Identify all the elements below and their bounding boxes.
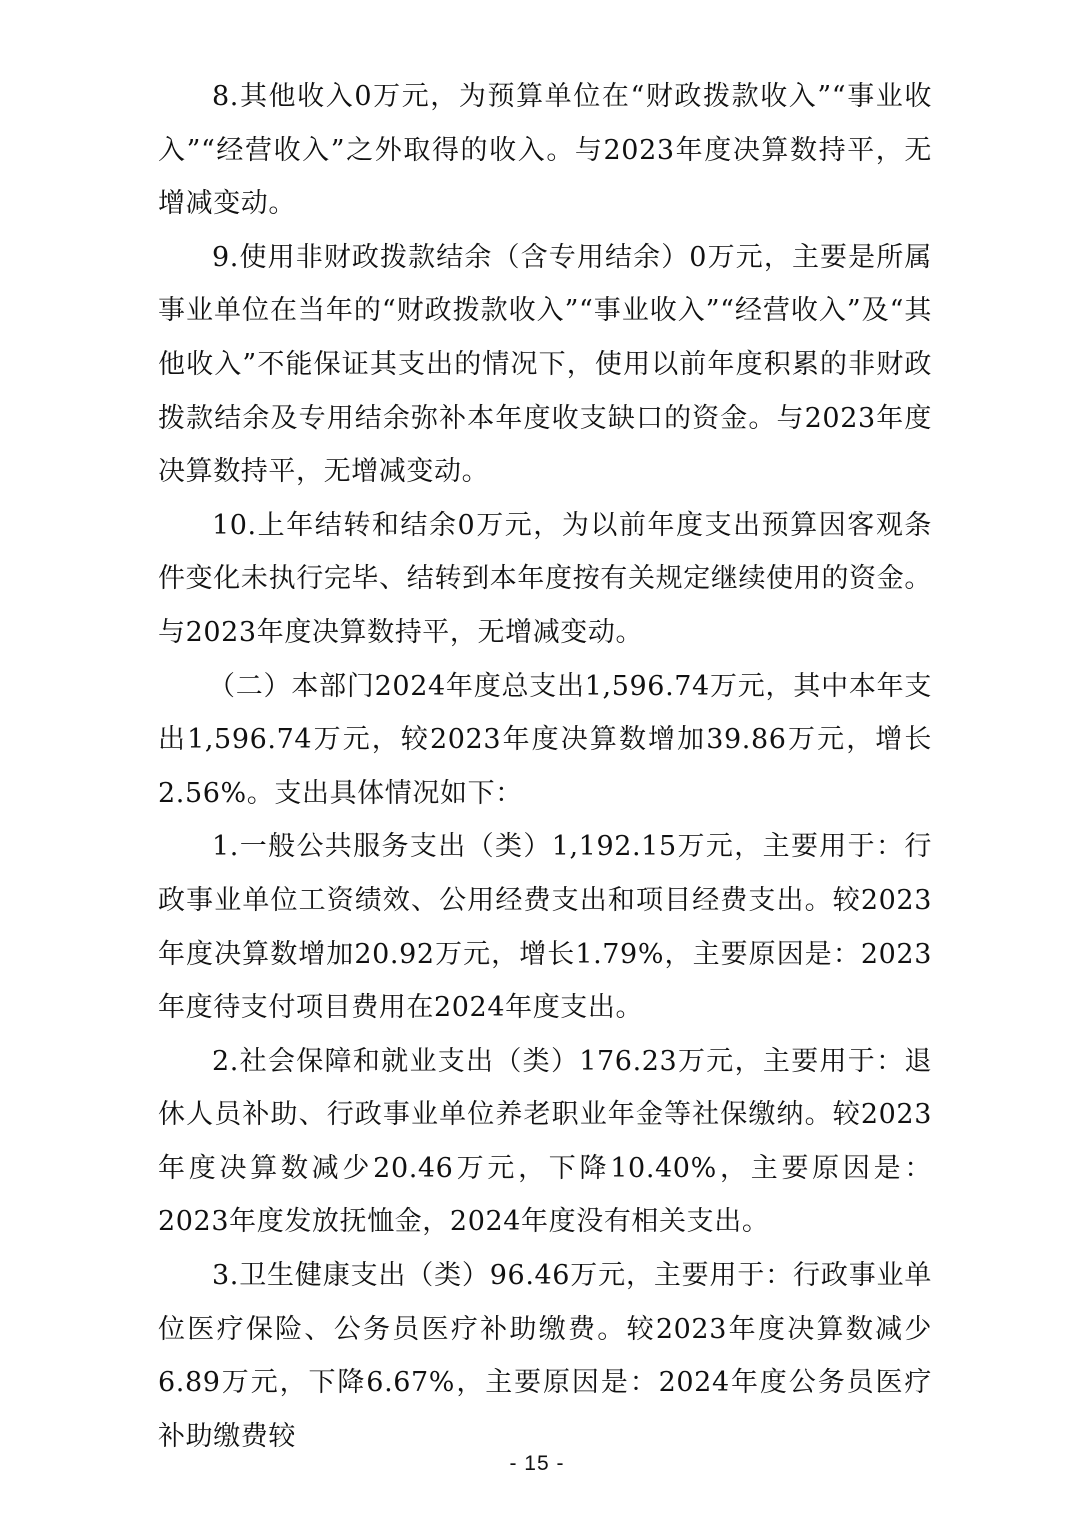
paragraph-health: 3.卫生健康支出（类）96.46万元，主要用于：行政事业单位医疗保险、公务员医疗补助缴费。较2023年度决算数减少6.89万元，下降6.67%，主要原因是：2024年度公务员医疗补助缴费较 [158,1260,932,1452]
paragraph-non-fiscal-balance: 9.使用非财政拨款结余（含专用结余）0万元，主要是所属事业单位在当年的“财政拨款收入”“事业收入”“经营收入”及“其他收入”不能保证其支出的情况下，使用以前年度积累的非财政拨款结余及专用结余弥补本年度收支缺口的资金。与2023年度决算数持平，无增减变动。 [158,241,932,488]
paragraph-total-expenditure: （二）本部门2024年度总支出1,596.74万元，其中本年支出1,596.74万元，较2023年度决算数增加39.86万元，增长2.56%。支出具体情况如下： [158,670,932,809]
paragraph-general-public-services: 1.一般公共服务支出（类）1,192.15万元，主要用于：行政事业单位工资绩效、公用经费支出和项目经费支出。较2023年度决算数增加20.92万元，增长1.79%，主要原因是：2023年度待支付项目费用在2024年度支出。 [158,831,932,1024]
paragraph-social-security: 2.社会保障和就业支出（类）176.23万元，主要用于：退休人员补助、行政事业单位养老职业年金等社保缴纳。较2023年度决算数减少20.46万元，下降10.40%，主要原因是：2023年度发放抚恤金，2024年度没有相关支出。 [158,1045,932,1238]
page-number: - 15 - [509,1452,565,1475]
body-text [158,70,932,1463]
paragraph-carryover: 10.上年结转和结余0万元，为以前年度支出预算因客观条件变化未执行完毕、结转到本年度按有关规定继续使用的资金。与2023年度决算数持平，无增减变动。 [158,509,932,648]
paragraph-other-income: 8.其他收入0万元，为预算单位在“财政拨款收入”“事业收入”“经营收入”之外取得的收入。与2023年度决算数持平，无增减变动。 [158,81,932,220]
